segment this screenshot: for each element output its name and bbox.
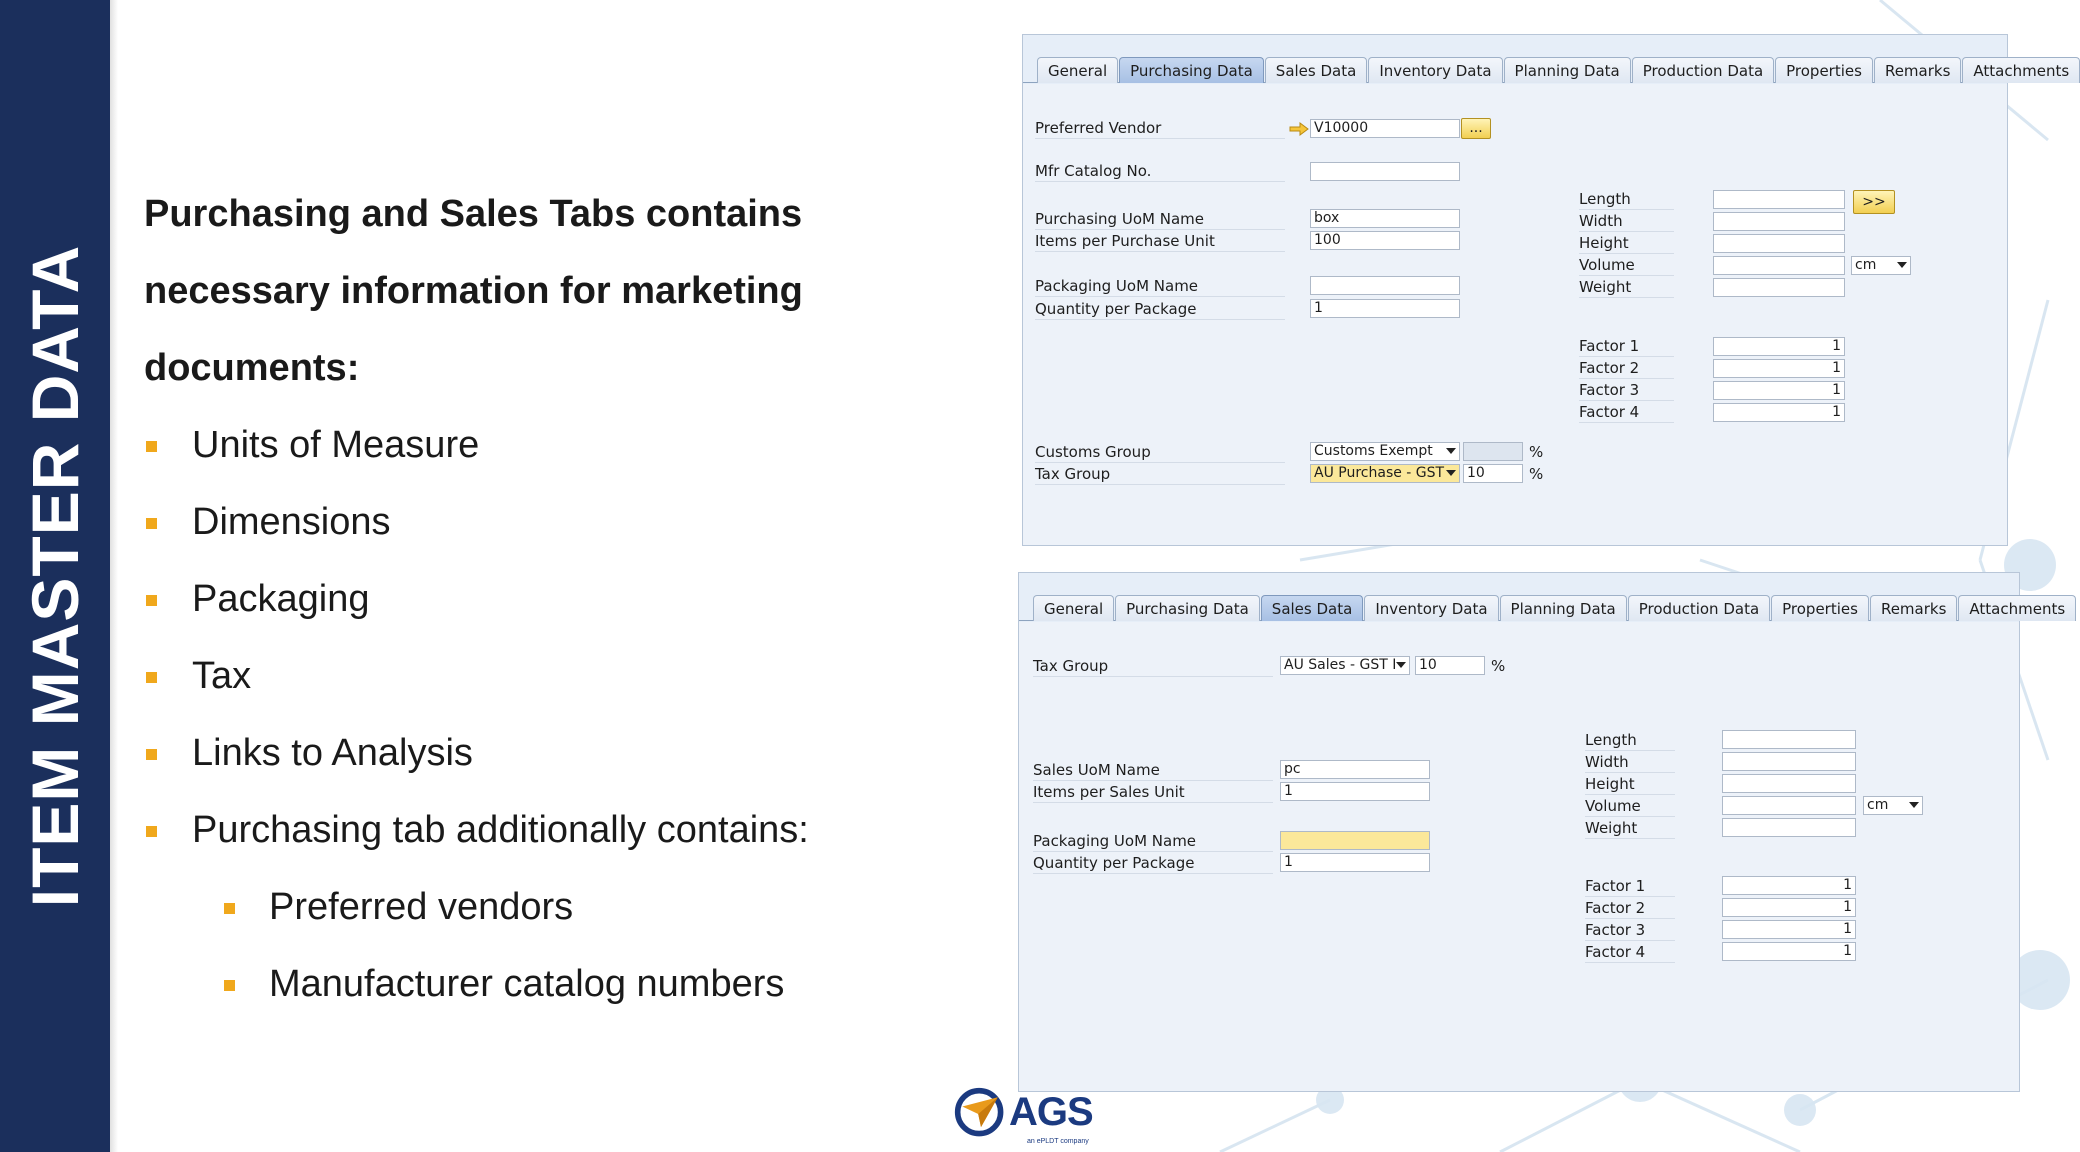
sub-bullet-text: Preferred vendors — [269, 886, 574, 928]
tab-strip — [1033, 595, 2066, 621]
sub-bullet-item — [144, 946, 1024, 1023]
tax-percent-field[interactable]: 10 — [1463, 464, 1523, 483]
tax-percent-field[interactable]: 10 — [1415, 656, 1485, 675]
label-underline — [1035, 181, 1285, 182]
volume-field[interactable] — [1713, 256, 1845, 275]
slide-content — [144, 176, 1024, 1023]
factor-label: Factor 1 — [1585, 877, 1646, 895]
tax-group-value: AU Purchase - GST — [1314, 465, 1445, 481]
weight-field[interactable] — [1722, 818, 1856, 837]
bullet-marker-icon — [224, 903, 235, 914]
customs-group-value: Customs Exempt — [1314, 443, 1433, 459]
tax-group-value: AU Sales - GST I — [1284, 657, 1397, 673]
chevron-down-icon — [1446, 448, 1456, 454]
label-underline — [1585, 962, 1675, 963]
volume-label: Volume — [1579, 256, 1635, 274]
length-field[interactable] — [1713, 190, 1845, 209]
sub-bullet-item — [144, 869, 1024, 946]
tab-planning-data[interactable]: Planning Data — [1504, 57, 1631, 83]
tab-strip — [1037, 57, 2070, 83]
label-underline — [1035, 319, 1285, 320]
tab-general[interactable]: General — [1033, 595, 1114, 621]
items-per-sales-unit-field[interactable]: 1 — [1280, 782, 1430, 801]
factor-field[interactable]: 1 — [1713, 381, 1845, 400]
logo-tagline: an ePLDT company — [1027, 1138, 1089, 1145]
bullet-text: Packaging — [192, 578, 370, 620]
tab-purchasing-data[interactable]: Purchasing Data — [1119, 57, 1264, 83]
panel-body — [1019, 622, 2019, 1091]
width-field[interactable] — [1722, 752, 1856, 771]
volume-unit-select[interactable] — [1863, 796, 1923, 815]
tab-sales-data[interactable]: Sales Data — [1265, 57, 1368, 83]
purchasing-data-panel — [1022, 34, 2070, 546]
volume-unit-value: cm — [1867, 797, 1889, 813]
bullet-item — [144, 484, 1024, 561]
chevron-down-icon — [1446, 470, 1456, 476]
label-underline — [1585, 896, 1675, 897]
heading-line-1: Purchasing and Sales Tabs contains — [144, 193, 803, 235]
height-label: Height — [1579, 234, 1629, 252]
factor-label: Factor 4 — [1585, 943, 1646, 961]
label-underline — [1033, 802, 1273, 803]
height-field[interactable] — [1713, 234, 1845, 253]
expand-dimensions-button[interactable]: >> — [1853, 190, 1895, 214]
tab-remarks[interactable]: Remarks — [1874, 57, 1961, 83]
sales-uom-field[interactable]: pc — [1280, 760, 1430, 779]
width-field[interactable] — [1713, 212, 1845, 231]
preferred-vendor-field[interactable]: V10000 — [1310, 119, 1460, 138]
bullet-item — [144, 561, 1024, 638]
label-underline — [1579, 378, 1674, 379]
label-underline — [1579, 356, 1674, 357]
bullet-marker-icon — [224, 980, 235, 991]
tab-production-data[interactable]: Production Data — [1628, 595, 1770, 621]
items-per-purchase-unit-field[interactable]: 100 — [1310, 231, 1460, 250]
label-underline — [1579, 400, 1674, 401]
tab-planning-data[interactable]: Planning Data — [1500, 595, 1627, 621]
length-label: Length — [1579, 190, 1631, 208]
link-arrow-icon[interactable] — [1289, 122, 1309, 136]
label-underline — [1579, 422, 1674, 423]
quantity-per-package-label: Quantity per Package — [1033, 854, 1195, 872]
label-underline — [1585, 816, 1675, 817]
bullet-marker-icon — [146, 441, 157, 452]
percent-sign: % — [1529, 443, 1544, 461]
factor-label: Factor 4 — [1579, 403, 1640, 421]
tax-group-select[interactable] — [1310, 464, 1460, 483]
label-underline — [1035, 251, 1285, 252]
quantity-per-package-field[interactable]: 1 — [1310, 299, 1460, 318]
label-underline — [1585, 772, 1675, 773]
heading-line-2: necessary information for marketing documents: — [144, 270, 803, 389]
bullet-item — [144, 715, 1024, 792]
factor-label: Factor 2 — [1579, 359, 1640, 377]
packaging-uom-label: Packaging UoM Name — [1033, 832, 1197, 850]
tax-group-label: Tax Group — [1033, 657, 1109, 675]
purchasing-uom-field[interactable]: box — [1310, 209, 1460, 228]
bullet-text: Purchasing tab additionally contains: — [192, 809, 809, 851]
bullet-text: Links to Analysis — [192, 732, 473, 774]
tab-sales-data[interactable]: Sales Data — [1261, 595, 1364, 621]
tab-general[interactable]: General — [1037, 57, 1118, 83]
label-underline — [1033, 851, 1273, 852]
tab-production-data[interactable]: Production Data — [1632, 57, 1774, 83]
preferred-vendor-label: Preferred Vendor — [1035, 119, 1162, 137]
label-underline — [1579, 275, 1674, 276]
customs-group-label: Customs Group — [1035, 443, 1151, 461]
volume-field[interactable] — [1722, 796, 1856, 815]
tab-inventory-data[interactable]: Inventory Data — [1368, 57, 1502, 83]
height-label: Height — [1585, 775, 1635, 793]
tax-group-select[interactable] — [1280, 656, 1410, 675]
side-title: ITEM MASTER DATA — [18, 244, 92, 908]
logo-text: AGS — [1009, 1090, 1093, 1134]
length-field[interactable] — [1722, 730, 1856, 749]
label-underline — [1585, 838, 1675, 839]
weight-field[interactable] — [1713, 278, 1845, 297]
label-underline — [1033, 873, 1273, 874]
tab-bar — [1019, 573, 2066, 621]
ags-logo — [953, 1084, 1103, 1150]
label-underline — [1585, 794, 1675, 795]
width-label: Width — [1585, 753, 1629, 771]
tab-inventory-data[interactable]: Inventory Data — [1364, 595, 1498, 621]
label-underline — [1035, 229, 1285, 230]
factor-label: Factor 3 — [1585, 921, 1646, 939]
factor-label: Factor 2 — [1585, 899, 1646, 917]
weight-label: Weight — [1585, 819, 1638, 837]
factor-field[interactable]: 1 — [1713, 337, 1845, 356]
volume-unit-select[interactable] — [1851, 256, 1911, 275]
bullet-text: Dimensions — [192, 501, 391, 543]
bullet-item — [144, 638, 1024, 715]
factor-field[interactable]: 1 — [1713, 403, 1845, 422]
tab-bar — [1023, 35, 2070, 83]
chevron-down-icon — [1396, 662, 1406, 668]
weight-label: Weight — [1579, 278, 1632, 296]
sales-uom-label: Sales UoM Name — [1033, 761, 1160, 779]
volume-unit-value: cm — [1855, 257, 1877, 273]
items-per-purchase-unit-label: Items per Purchase Unit — [1035, 232, 1215, 250]
items-per-sales-unit-label: Items per Sales Unit — [1033, 783, 1185, 801]
label-underline — [1585, 750, 1675, 751]
label-underline — [1579, 231, 1674, 232]
factor-field[interactable]: 1 — [1713, 359, 1845, 378]
packaging-uom-label: Packaging UoM Name — [1035, 277, 1199, 295]
width-label: Width — [1579, 212, 1623, 230]
percent-sign: % — [1529, 465, 1544, 483]
quantity-per-package-label: Quantity per Package — [1035, 300, 1197, 318]
tab-purchasing-data[interactable]: Purchasing Data — [1115, 595, 1260, 621]
tab-remarks[interactable]: Remarks — [1870, 595, 1957, 621]
purchasing-uom-label: Purchasing UoM Name — [1035, 210, 1204, 228]
label-underline — [1035, 296, 1285, 297]
mfr-catalog-field[interactable] — [1310, 162, 1460, 181]
bullet-marker-icon — [146, 518, 157, 529]
bullet-marker-icon — [146, 672, 157, 683]
label-underline — [1035, 138, 1285, 139]
customs-percent-field[interactable] — [1463, 442, 1523, 461]
tab-properties[interactable]: Properties — [1775, 57, 1873, 83]
panel-body — [1023, 84, 2007, 545]
packaging-uom-field[interactable] — [1280, 831, 1430, 850]
mfr-catalog-label: Mfr Catalog No. — [1035, 162, 1152, 180]
bullet-text: Units of Measure — [192, 424, 480, 466]
label-underline — [1033, 780, 1273, 781]
tab-properties[interactable]: Properties — [1771, 595, 1869, 621]
sales-data-panel — [1018, 572, 2066, 1092]
bullet-marker-icon — [146, 749, 157, 760]
bullet-item — [144, 407, 1024, 484]
factor-label: Factor 1 — [1579, 337, 1640, 355]
compass-arrow-icon — [953, 1086, 1009, 1142]
tax-group-label: Tax Group — [1035, 465, 1111, 483]
factor-field[interactable]: 1 — [1722, 898, 1856, 917]
factor-field[interactable]: 1 — [1722, 942, 1856, 961]
bullet-list — [144, 407, 1024, 1023]
label-underline — [1585, 918, 1675, 919]
volume-label: Volume — [1585, 797, 1641, 815]
label-underline — [1579, 209, 1674, 210]
label-underline — [1035, 462, 1285, 463]
bullet-item — [144, 792, 1024, 869]
label-underline — [1035, 484, 1285, 485]
label-underline — [1033, 676, 1273, 677]
label-underline — [1579, 297, 1674, 298]
sub-bullet-text: Manufacturer catalog numbers — [269, 963, 785, 1005]
factor-field[interactable]: 1 — [1722, 876, 1856, 895]
browse-vendor-button[interactable]: ... — [1461, 118, 1491, 139]
factor-label: Factor 3 — [1579, 381, 1640, 399]
chevron-down-icon — [1897, 262, 1907, 268]
quantity-per-package-field[interactable]: 1 — [1280, 853, 1430, 872]
factor-field[interactable]: 1 — [1722, 920, 1856, 939]
height-field[interactable] — [1722, 774, 1856, 793]
percent-sign: % — [1491, 657, 1506, 675]
bullet-text: Tax — [192, 655, 252, 697]
tab-attachments[interactable]: Attachments — [1962, 57, 2080, 83]
bullet-marker-icon — [146, 595, 157, 606]
tab-attachments[interactable]: Attachments — [1958, 595, 2076, 621]
label-underline — [1585, 940, 1675, 941]
customs-group-select[interactable] — [1310, 442, 1460, 461]
packaging-uom-field[interactable] — [1310, 276, 1460, 295]
chevron-down-icon — [1909, 802, 1919, 808]
length-label: Length — [1585, 731, 1637, 749]
side-band-shadow — [110, 0, 118, 1152]
bullet-marker-icon — [146, 826, 157, 837]
label-underline — [1579, 253, 1674, 254]
